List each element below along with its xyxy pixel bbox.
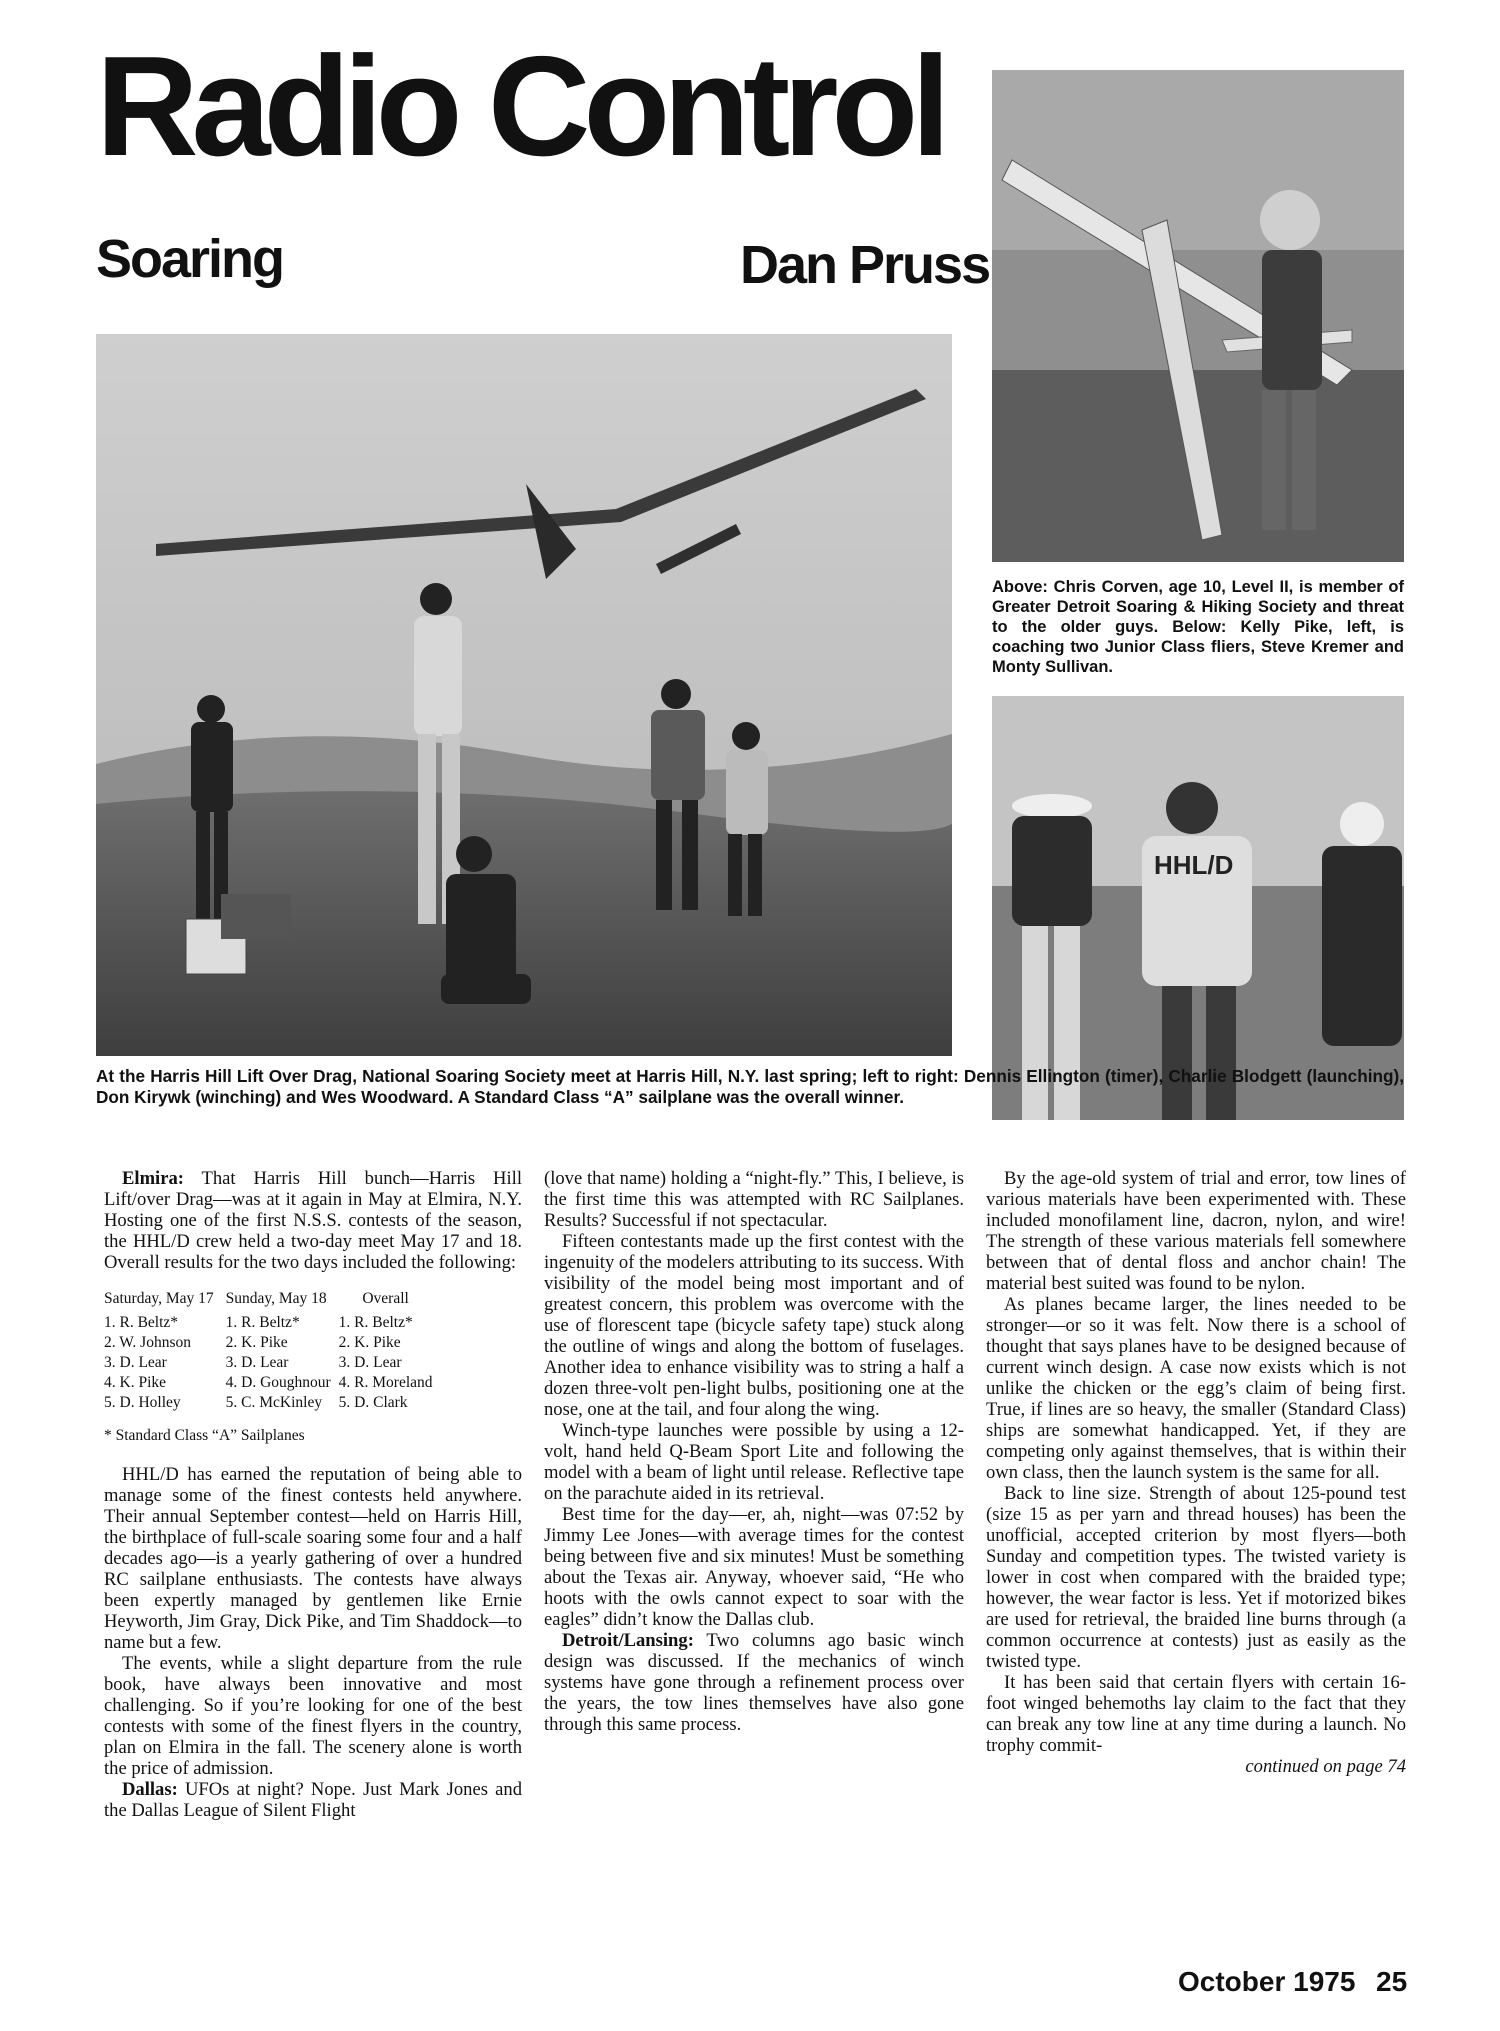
column-header: Overall (362, 1290, 409, 1307)
paragraph: Winch-type launches were possible by using a 12-volt, hand held Q-Beam Sport Lite and following the model with a beam of light until release. Reflective tape on the parachute aided in its retrieval. (544, 1420, 964, 1504)
paragraph: As planes became larger, the lines needed to be stronger—or so it was felt. Now there is a school of thought that says planes have to be designed because of current winch design. A case now exists which is not unlike the chicken or the egg’s claim of being first. True, if lines are so heavy, the smaller (Standard Class) ships are somewhat handicapped. Yet, if they are competing only against themselves, that is within their own class, then the launch system is the same for all. (986, 1294, 1406, 1483)
paragraph-text: UFOs at night? Nope. Just Mark Jones and the Dallas League of Silent Flight (104, 1779, 522, 1821)
paragraph: It has been said that certain flyers with certain 16-foot winged behemoths lay claim to the fact that they can break any tow line at any time during a launch. No trophy commit- (986, 1672, 1406, 1756)
paragraph (104, 1779, 522, 1821)
table-cell: 2. K. Pike (225, 1334, 288, 1351)
table-cell: 3. D. Lear (338, 1354, 402, 1371)
table-cell: 5. D. Holley (104, 1394, 181, 1411)
table-cell: 5. C. McKinley (225, 1394, 323, 1411)
author-byline: Dan Pruss (740, 235, 990, 295)
table-row (104, 1373, 437, 1393)
results-table (104, 1289, 437, 1413)
section-title: Soaring (96, 229, 284, 289)
table-row (104, 1393, 437, 1413)
main-photo (96, 334, 952, 1056)
table-header-row (104, 1289, 437, 1313)
table-row (104, 1313, 437, 1333)
table-cell: 4. R. Moreland (338, 1374, 433, 1391)
paragraph: By the age-old system of trial and error, tow lines of various materials have been experimented with. These included monofilament line, dacron, nylon, and wire! The strength of these various materials fell somewhere between that of dental floss and anchor chain! The material best suited was found to be nylon. (986, 1168, 1406, 1294)
issue-date: October 1975 (1178, 1966, 1356, 1997)
paragraph: HHL/D has earned the reputation of being able to manage some of the finest contests held anywhere. Their annual September contest—held on Harris Hill, the birthplace of full-scale soaring some four and a half decades ago—is a yearly gathering of over a hundred RC sailplane enthusiasts. The contests have always been expertly managed by gentlemen like Ernie Heyworth, Jim Gray, Dick Pike, and Tim Shaddock—to name but a few. (104, 1464, 522, 1653)
table-cell: 1. R. Beltz* (225, 1314, 300, 1331)
placename-lead: Elmira: (122, 1168, 184, 1189)
table-row (104, 1333, 437, 1353)
placename-lead: Detroit/Lansing: (562, 1630, 694, 1651)
column-3 (986, 1168, 1406, 1777)
table-cell: 1. R. Beltz* (104, 1314, 179, 1331)
jacket-lettering: HHL/D (1154, 850, 1234, 880)
top-right-photo (992, 70, 1404, 562)
paragraph: (love that name) holding a “night-fly.” This, I believe, is the first time this was attempted with RC Sailplanes. Results? Successful if not spectacular. (544, 1168, 964, 1231)
table-cell: 3. D. Lear (104, 1354, 167, 1371)
table-cell: 2. W. Johnson (104, 1334, 191, 1351)
table-cell: 3. D. Lear (225, 1354, 289, 1371)
paragraph: The events, while a slight departure from the rule book, have always been innovative and most challenging. So if you’re looking for one of the best contests with some of the finest flyers in the country, plan on Elmira in the fall. The scenery alone is worth the price of admission. (104, 1653, 522, 1779)
paragraph (544, 1630, 964, 1735)
page-title: Radio Control (96, 27, 944, 186)
paragraph-text: Two columns ago basic winch design was discussed. If the mechanics of winch systems have gone through a refinement process over the years, the tow lines themselves have also gone through this same process. (544, 1630, 964, 1735)
column-1 (104, 1168, 522, 1821)
table-cell: 2. K. Pike (338, 1334, 401, 1351)
main-photo-caption: At the Harris Hill Lift Over Drag, National Soaring Society meet at Harris Hill, N.Y. last spring; left to right: Dennis Ellington (timer), Charlie Blodgett (launching), Don Kirywk (winching) and Wes Woodward. A Standard Class “A” sailplane was the overall winner. (96, 1066, 1404, 1107)
table-cell: 1. R. Beltz* (338, 1314, 413, 1331)
bottom-right-photo (992, 696, 1404, 1120)
placename-lead: Dallas: (122, 1779, 178, 1800)
paragraph: Best time for the day—er, ah, night—was 07:52 by Jimmy Lee Jones—with average times for the contest being between five and six minutes! Must be something about the Texas air. Anyway, whoever said, “He who hoots with the owls cannot expect to soar with the eagles” didn’t know the Dallas club. (544, 1504, 964, 1630)
paragraph: Back to line size. Strength of about 125-pound test (size 15 as per yarn and thread houses) has been the unofficial, accepted criterion by most flyers—both Sunday and competition types. The twisted variety is lower in cost when compared with the braided type; however, the wear factor is less. Yet if motorized bikes are used for retrieval, the braided line burns through (a common occurrence at contests) just as easily as the twisted type. (986, 1483, 1406, 1672)
column-header: Sunday, May 18 (225, 1290, 327, 1307)
continued-note: continued on page 74 (1245, 1756, 1406, 1777)
table-cell: 5. D. Clark (338, 1394, 408, 1411)
table-footnote: * Standard Class “A” Sailplanes (104, 1427, 305, 1444)
column-2 (544, 1168, 964, 1735)
column-header: Saturday, May 17 (104, 1290, 214, 1307)
page-number: 25 (1376, 1966, 1408, 1997)
paragraph (104, 1168, 522, 1273)
table-cell: 4. K. Pike (104, 1374, 166, 1391)
right-photo-caption: Above: Chris Corven, age 10, Level II, is member of Greater Detroit Soaring & Hiking Society and threat to the older guys. Below: Kelly Pike, left, is coaching two Junior Class fliers, Steve Kremer and Monty Sullivan. (992, 578, 1404, 676)
paragraph: Fifteen contestants made up the first contest with the ingenuity of the modelers attributing to its success. With visibility of the model being most important and of greatest concern, this problem was overcome with the use of florescent tape (bicycle safety tape) stuck along the outline of wings and along the bottom of fuselages. Another idea to enhance visibility was to string a half a dozen three-volt pen-light bulbs, positioning one at the nose, one at the tail, and four along the wing. (544, 1231, 964, 1420)
table-row (104, 1353, 437, 1373)
table-cell: 4. D. Goughnour (225, 1374, 331, 1391)
paragraph-text: That Harris Hill bunch—Harris Hill Lift/over Drag—was at it again in May at Elmira, N.Y. Hosting one of the first N.S.S. contests of the season, the HHL/D crew held a two-day meet May 17 and 18. Overall results for the two days included the following: (104, 1168, 522, 1273)
